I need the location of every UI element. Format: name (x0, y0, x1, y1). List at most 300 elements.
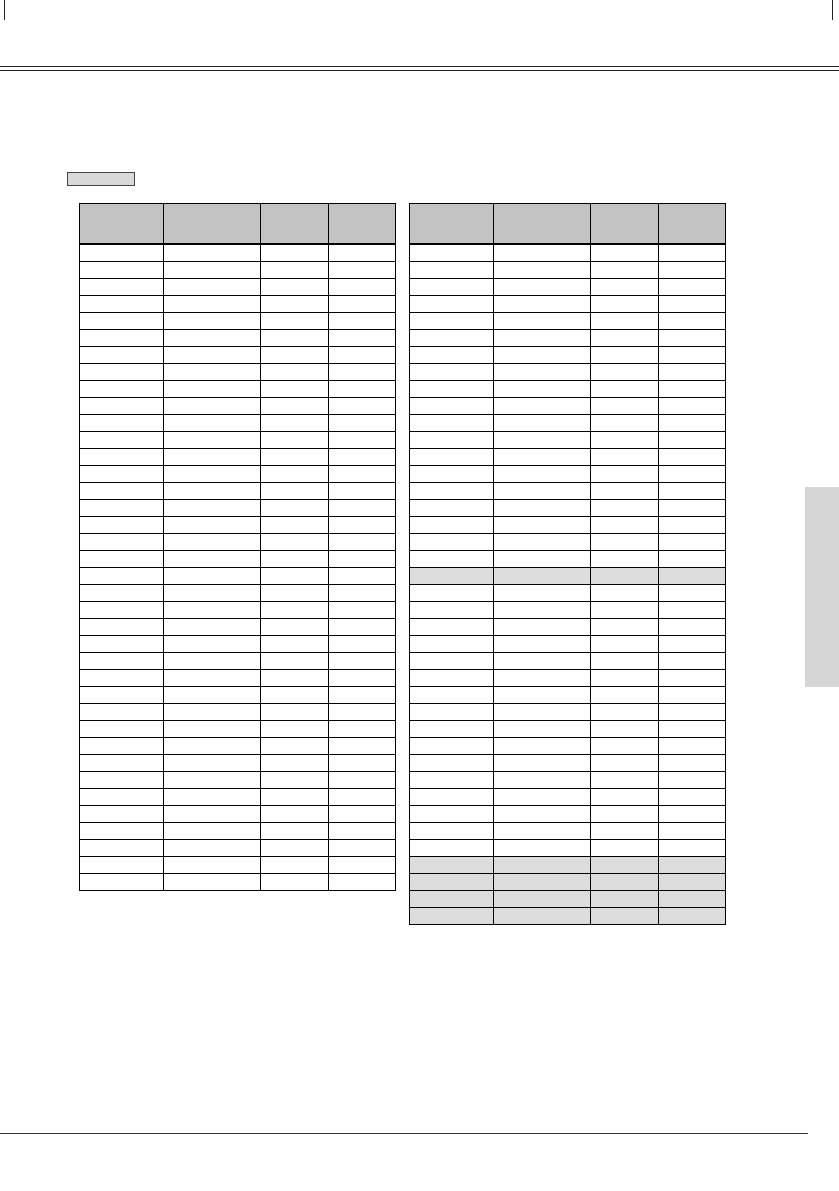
table-row (80, 653, 396, 670)
table-cell (494, 891, 591, 908)
table-row (80, 670, 396, 687)
table-cell (494, 330, 591, 347)
table-cell (494, 398, 591, 415)
table-cell (80, 823, 164, 840)
table-row (410, 262, 726, 279)
table-cell (591, 500, 659, 517)
table-cell (164, 398, 261, 415)
table-cell (329, 398, 396, 415)
table-row (410, 483, 726, 500)
table-cell (164, 704, 261, 721)
table-cell (591, 636, 659, 653)
table-cell (410, 891, 494, 908)
table-cell (659, 806, 726, 823)
table-row (410, 908, 726, 925)
table-cell (410, 585, 494, 602)
table-row (410, 551, 726, 568)
table-cell (261, 755, 329, 772)
table-cell (659, 670, 726, 687)
table-cell (261, 721, 329, 738)
table-cell (410, 244, 494, 262)
table-cell (591, 857, 659, 874)
table-cell (329, 772, 396, 789)
table-cell (591, 568, 659, 585)
table-row (80, 772, 396, 789)
table-cell (410, 738, 494, 755)
table-cell (261, 789, 329, 806)
table-cell (410, 534, 494, 551)
table-cell (591, 789, 659, 806)
table-cell (410, 772, 494, 789)
table-cell (80, 585, 164, 602)
column-header (80, 204, 164, 245)
table-cell (80, 244, 164, 262)
table-row (410, 772, 726, 789)
table-cell (261, 670, 329, 687)
table-cell (494, 534, 591, 551)
table-cell (164, 670, 261, 687)
table-cell (329, 823, 396, 840)
crop-mark-right (832, 0, 833, 20)
table-cell (80, 500, 164, 517)
table-cell (329, 755, 396, 772)
table-cell (410, 670, 494, 687)
table-cell (329, 551, 396, 568)
table-cell (410, 704, 494, 721)
table-cell (410, 347, 494, 364)
table-header-row (410, 204, 726, 245)
column-header (164, 204, 261, 245)
table-cell (659, 449, 726, 466)
table-cell (164, 244, 261, 262)
table-cell (494, 449, 591, 466)
table-cell (80, 806, 164, 823)
table-cell (164, 279, 261, 296)
table-cell (591, 483, 659, 500)
table-cell (80, 449, 164, 466)
table-cell (80, 279, 164, 296)
table-cell (410, 449, 494, 466)
table-cell (261, 330, 329, 347)
table-row (410, 244, 726, 262)
table-cell (410, 415, 494, 432)
table-cell (659, 296, 726, 313)
table-cell (494, 840, 591, 857)
table-cell (261, 823, 329, 840)
table-cell (591, 449, 659, 466)
side-index-tab (805, 487, 839, 687)
table-cell (261, 517, 329, 534)
table-cell (410, 806, 494, 823)
table-cell (410, 381, 494, 398)
table-cell (591, 806, 659, 823)
table-cell (80, 551, 164, 568)
table-cell (494, 772, 591, 789)
table-cell (80, 381, 164, 398)
table-cell (80, 262, 164, 279)
left-data-table (79, 203, 396, 891)
table-cell (659, 585, 726, 602)
table-cell (591, 670, 659, 687)
table-cell (659, 551, 726, 568)
table-cell (164, 449, 261, 466)
table-row (80, 568, 396, 585)
table-cell (659, 330, 726, 347)
table-cell (80, 415, 164, 432)
table-cell (329, 347, 396, 364)
table-cell (261, 653, 329, 670)
table-cell (591, 823, 659, 840)
table-cell (591, 704, 659, 721)
table-cell (494, 823, 591, 840)
table-cell (494, 619, 591, 636)
table-cell (494, 466, 591, 483)
table-row (80, 398, 396, 415)
column-header (591, 204, 659, 245)
table-cell (80, 330, 164, 347)
table-row (80, 381, 396, 398)
table-row (80, 585, 396, 602)
table-cell (591, 687, 659, 704)
table-cell (591, 721, 659, 738)
table-cell (80, 840, 164, 857)
table-cell (329, 687, 396, 704)
table-cell (494, 704, 591, 721)
table-row (80, 551, 396, 568)
table-cell (164, 551, 261, 568)
table-cell (591, 534, 659, 551)
table-header-row (80, 204, 396, 245)
table-cell (261, 381, 329, 398)
table-cell (494, 244, 591, 262)
table-cell (329, 466, 396, 483)
table-cell (261, 738, 329, 755)
table-row (80, 279, 396, 296)
table-row (410, 381, 726, 398)
table-row (80, 823, 396, 840)
table-cell (261, 415, 329, 432)
table-cell (164, 534, 261, 551)
table-cell (494, 585, 591, 602)
table-row (80, 313, 396, 330)
table-cell (591, 874, 659, 891)
table-cell (659, 619, 726, 636)
table-row (410, 670, 726, 687)
table-cell (164, 823, 261, 840)
table-cell (80, 687, 164, 704)
table-cell (80, 738, 164, 755)
table-cell (659, 313, 726, 330)
table-cell (329, 806, 396, 823)
table-cell (261, 687, 329, 704)
table-row (410, 347, 726, 364)
column-header (494, 204, 591, 245)
table-cell (659, 704, 726, 721)
table-cell (261, 534, 329, 551)
table-cell (329, 313, 396, 330)
table-cell (410, 602, 494, 619)
table-row (80, 262, 396, 279)
table-row (410, 517, 726, 534)
table-row (410, 721, 726, 738)
table-cell (659, 738, 726, 755)
table-cell (410, 432, 494, 449)
table-row (80, 857, 396, 874)
table-cell (659, 517, 726, 534)
table-cell (659, 262, 726, 279)
header-rule-bottom (0, 70, 839, 71)
table-cell (164, 857, 261, 874)
table-cell (494, 670, 591, 687)
table-cell (80, 296, 164, 313)
table-cell (80, 619, 164, 636)
table-row (410, 687, 726, 704)
table-cell (329, 262, 396, 279)
table-row (80, 347, 396, 364)
section-label (67, 172, 135, 186)
table-row (410, 449, 726, 466)
table-row (410, 755, 726, 772)
table-cell (329, 449, 396, 466)
table-cell (80, 534, 164, 551)
table-cell (410, 789, 494, 806)
table-row (80, 466, 396, 483)
table-row (410, 891, 726, 908)
table-cell (261, 449, 329, 466)
table-row (410, 466, 726, 483)
table-cell (410, 874, 494, 891)
table-cell (164, 636, 261, 653)
table-cell (410, 500, 494, 517)
table-cell (591, 653, 659, 670)
table-row (410, 653, 726, 670)
table-cell (659, 721, 726, 738)
table-cell (164, 381, 261, 398)
table-row (80, 517, 396, 534)
table-cell (659, 908, 726, 925)
table-row (410, 585, 726, 602)
table-cell (659, 636, 726, 653)
table-cell (164, 500, 261, 517)
table-row (80, 244, 396, 262)
table-cell (410, 636, 494, 653)
table-cell (164, 466, 261, 483)
table-cell (329, 585, 396, 602)
table-cell (494, 908, 591, 925)
table-cell (164, 755, 261, 772)
table-cell (164, 789, 261, 806)
table-row (80, 738, 396, 755)
table-cell (80, 517, 164, 534)
table-row (80, 330, 396, 347)
table-cell (164, 738, 261, 755)
table-row (410, 568, 726, 585)
table-cell (80, 347, 164, 364)
table-cell (659, 244, 726, 262)
table-cell (591, 619, 659, 636)
footer-rule (0, 1133, 808, 1134)
table-cell (329, 500, 396, 517)
table-row (80, 364, 396, 381)
table-cell (659, 789, 726, 806)
table-cell (494, 500, 591, 517)
table-cell (591, 415, 659, 432)
table-cell (410, 568, 494, 585)
table-cell (329, 789, 396, 806)
table-cell (329, 330, 396, 347)
table-cell (261, 364, 329, 381)
table-row (410, 534, 726, 551)
table-cell (261, 602, 329, 619)
table-cell (591, 313, 659, 330)
table-cell (329, 602, 396, 619)
table-cell (494, 755, 591, 772)
table-row (410, 279, 726, 296)
table-cell (261, 806, 329, 823)
column-header (261, 204, 329, 245)
table-cell (494, 432, 591, 449)
table-cell (80, 602, 164, 619)
table-cell (80, 772, 164, 789)
table-cell (591, 517, 659, 534)
table-cell (80, 364, 164, 381)
table-cell (261, 296, 329, 313)
table-cell (329, 670, 396, 687)
table-cell (410, 466, 494, 483)
table-row (80, 602, 396, 619)
table-row (80, 721, 396, 738)
table-cell (164, 602, 261, 619)
table-cell (494, 279, 591, 296)
table-cell (494, 857, 591, 874)
table-cell (80, 789, 164, 806)
table-row (410, 313, 726, 330)
table-cell (659, 568, 726, 585)
table-cell (80, 670, 164, 687)
table-row (80, 619, 396, 636)
table-row (80, 636, 396, 653)
table-cell (329, 534, 396, 551)
table-cell (410, 330, 494, 347)
table-cell (164, 568, 261, 585)
crop-mark-left (4, 0, 5, 20)
table-cell (494, 602, 591, 619)
table-cell (410, 364, 494, 381)
table-cell (410, 619, 494, 636)
table-cell (494, 636, 591, 653)
table-cell (80, 874, 164, 891)
table-cell (164, 415, 261, 432)
table-row (80, 687, 396, 704)
table-cell (659, 483, 726, 500)
table-cell (659, 823, 726, 840)
table-cell (591, 466, 659, 483)
table-cell (659, 687, 726, 704)
table-cell (659, 381, 726, 398)
table-cell (329, 517, 396, 534)
table-cell (494, 483, 591, 500)
table-cell (659, 653, 726, 670)
table-cell (164, 687, 261, 704)
table-cell (410, 840, 494, 857)
table-cell (591, 891, 659, 908)
table-row (80, 296, 396, 313)
table-cell (80, 721, 164, 738)
table-cell (494, 687, 591, 704)
table-cell (494, 364, 591, 381)
table-cell (494, 721, 591, 738)
table-cell (261, 857, 329, 874)
table-cell (329, 636, 396, 653)
table-cell (164, 364, 261, 381)
table-cell (261, 262, 329, 279)
table-cell (410, 687, 494, 704)
table-cell (494, 568, 591, 585)
table-cell (164, 772, 261, 789)
table-cell (80, 466, 164, 483)
table-cell (659, 874, 726, 891)
table-cell (591, 279, 659, 296)
table-cell (410, 279, 494, 296)
table-cell (410, 398, 494, 415)
table-row (410, 636, 726, 653)
table-row (80, 449, 396, 466)
table-cell (261, 313, 329, 330)
table-cell (659, 398, 726, 415)
table-cell (80, 653, 164, 670)
table-cell (329, 244, 396, 262)
table-row (80, 483, 396, 500)
table-cell (659, 840, 726, 857)
table-row (410, 330, 726, 347)
table-cell (410, 721, 494, 738)
table-cell (659, 755, 726, 772)
table-cell (164, 330, 261, 347)
table-row (410, 296, 726, 313)
right-data-table (409, 203, 726, 925)
table-cell (591, 244, 659, 262)
table-cell (410, 296, 494, 313)
table-cell (164, 313, 261, 330)
table-cell (410, 857, 494, 874)
table-cell (591, 347, 659, 364)
table-cell (591, 364, 659, 381)
table-cell (410, 517, 494, 534)
table-cell (164, 585, 261, 602)
table-cell (410, 823, 494, 840)
table-cell (329, 840, 396, 857)
table-cell (659, 857, 726, 874)
table-row (410, 619, 726, 636)
column-header (659, 204, 726, 245)
table-cell (659, 279, 726, 296)
table-row (80, 755, 396, 772)
table-cell (494, 296, 591, 313)
table-cell (591, 585, 659, 602)
table-row (410, 806, 726, 823)
table-row (80, 874, 396, 891)
table-row (80, 534, 396, 551)
table-cell (164, 296, 261, 313)
table-cell (80, 704, 164, 721)
table-cell (261, 840, 329, 857)
table-cell (659, 415, 726, 432)
table-row (410, 415, 726, 432)
column-header (410, 204, 494, 245)
table-cell (659, 500, 726, 517)
table-cell (261, 483, 329, 500)
table-cell (80, 755, 164, 772)
